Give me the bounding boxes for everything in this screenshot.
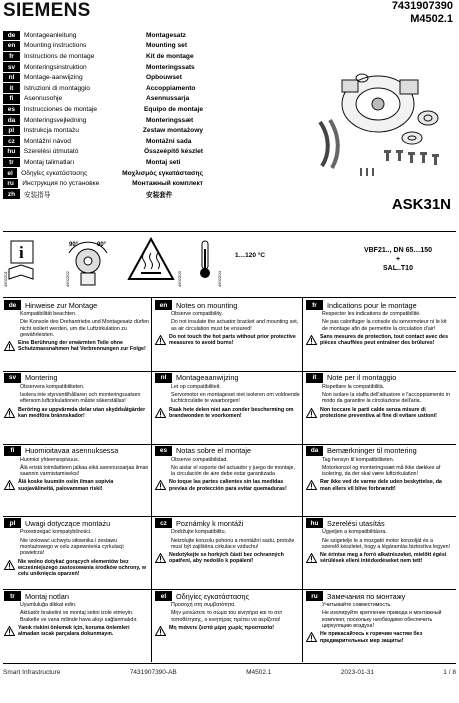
section-language-code: tr <box>4 591 21 601</box>
note-section-en <box>155 300 300 370</box>
warning-triangle-icon <box>306 408 317 418</box>
note-text: Ne szigetelje le a mozgató motor konzolját és a szerelő készletet, hogy a légáramlás biztosítva legyen! <box>322 537 451 550</box>
language-title: Montageanleitung <box>24 31 77 39</box>
section-title: Montageaanwijzing <box>176 373 239 383</box>
section-language-code: nl <box>155 373 172 383</box>
warning-triangle-icon <box>4 480 15 490</box>
section-language-code: cz <box>155 518 172 528</box>
language-set-name: Kit de montage <box>146 52 194 60</box>
note-text: Uyumluluğa dikkat edin. <box>20 602 77 609</box>
icon-code-1: 4502Z01 <box>3 271 8 287</box>
language-row <box>3 125 203 136</box>
language-title: Montage-aanwijzing <box>24 74 83 82</box>
section-title: Montaj notları <box>25 591 70 601</box>
note-section-es <box>155 446 300 516</box>
product-name: ASK31N <box>391 196 451 213</box>
row-divider <box>3 516 456 517</box>
note-text: Rispettare la compatibilità. <box>322 383 385 390</box>
doc-number-main: 7431907390 <box>391 0 453 12</box>
language-row <box>3 136 203 147</box>
language-row <box>3 168 203 179</box>
section-language-code: el <box>155 591 172 601</box>
row-divider <box>3 371 456 372</box>
note-section-nl <box>155 373 300 443</box>
warning-text: Rør ikke ved de varme dele uden beskyttelse, da man ellers vil blive forbrændt! <box>320 479 442 492</box>
doc-number-sub: M4502.1 <box>410 13 453 25</box>
section-title: Poznámky k montáži <box>176 518 244 528</box>
note-section-cz <box>155 518 300 588</box>
warning-triangle-icon <box>306 335 317 345</box>
column-divider <box>302 444 303 517</box>
icon-code-3: 4502Z03 <box>177 271 182 287</box>
language-title: Montaj talimatları <box>24 158 75 166</box>
language-row <box>3 72 203 83</box>
language-row <box>3 104 203 115</box>
note-text: Do not insulate the actuator bracket and mounting set, as air circulation must be ensured! <box>171 319 299 332</box>
note-section-hu <box>306 518 451 588</box>
language-title: Montážní návod <box>24 137 71 145</box>
warning-triangle-icon <box>306 480 317 490</box>
warning-triangle-icon <box>4 341 15 351</box>
angle-right-label: 90° <box>97 242 107 248</box>
language-set-name: Asennussarja <box>146 95 190 103</box>
language-code: it <box>3 83 20 93</box>
note-section-el <box>155 591 300 661</box>
language-title: Istruzioni di montaggio <box>24 84 90 92</box>
section-title: Indications pour le montage <box>327 300 417 310</box>
language-row <box>3 30 203 41</box>
warning-triangle-icon <box>4 408 15 418</box>
note-section-it <box>306 373 451 443</box>
note-text: No aislar el soporte del actuador y juego de montaje, la circulación de aire debe estar garantizada <box>171 464 295 478</box>
section-language-code: ru <box>306 591 323 601</box>
language-row <box>3 51 203 62</box>
language-code: fi <box>3 94 20 104</box>
language-row <box>3 178 203 189</box>
language-code: cz <box>3 136 20 146</box>
column-divider <box>151 298 152 371</box>
note-text: Servomotor en montageset niet isoleren om voldoende luchtcirculatie te waarborgen! <box>171 392 300 405</box>
valve-line-2: SAL..T10 <box>383 265 413 272</box>
note-text: Let op compatibiliteit. <box>171 383 221 390</box>
footer <box>3 669 456 676</box>
language-set-name: Opbouwset <box>146 74 182 82</box>
note-section-fi <box>4 446 149 516</box>
section-title: Notes on mounting <box>176 300 238 310</box>
divider-top <box>3 231 456 232</box>
warning-triangle-icon <box>155 553 166 563</box>
warning-triangle-icon <box>306 553 317 563</box>
column-divider <box>302 298 303 371</box>
language-set-name: Montážní sada <box>146 137 192 145</box>
warning-text: Nie wolno dotykać gorących elementów bez wcześniejszego zastosowania środków ochrony, w celu uniknięcia oparzeń! <box>18 558 146 577</box>
language-title: Οδηγίες εγκατάστασης <box>21 169 88 177</box>
note-text: Isolera inte styrventilhållaren och monteringssatsen eftersom luftcirkulationen måste säkerställas! <box>20 392 141 405</box>
language-title: Monteringsvejledning <box>24 116 87 124</box>
footer-page: 1 / 8 <box>443 669 456 676</box>
note-section-tr <box>4 591 149 661</box>
language-set-name: Μοχλισμός εγκατάστασης <box>122 169 203 177</box>
hot-surface-warning-icon <box>129 239 173 279</box>
note-text: Μην μονώσετε το σώμα του κινητήρα και το σετ τοποθέτησης, ο κινητήρας πρέπει να αερίζεται! <box>171 610 283 623</box>
language-row <box>3 157 203 168</box>
svg-text:i: i <box>19 243 24 262</box>
note-text: Respecter les indications de compatibilité. <box>322 311 421 317</box>
section-language-code: it <box>306 373 323 383</box>
note-text: Tag hensyn til kompatibiliteten. <box>322 456 395 463</box>
section-language-code: pl <box>4 518 21 528</box>
language-title: 安装指导 <box>24 192 51 200</box>
language-set-name: Összeépítő készlet <box>143 148 203 156</box>
warning-text: Не прикасайтесь к горячим частям без предварительных мер защиты! <box>320 631 423 644</box>
warning-triangle-icon <box>4 560 15 570</box>
language-title: Asennusohje <box>24 95 63 103</box>
section-language-code: hu <box>306 518 323 528</box>
note-text: Motorkonsol og monteringssæt må ikke dækkes af isolering, da der skal være luftcirkulation! <box>322 464 441 478</box>
language-code: sv <box>3 62 20 72</box>
warning-triangle-icon <box>4 626 15 636</box>
language-set-name: Zestaw montażowy <box>142 127 203 135</box>
rotation-angle-icon <box>69 242 107 285</box>
icon-code-2: 4502Z02 <box>65 271 70 287</box>
document-number <box>392 0 453 26</box>
section-title: Szerelési utasítás <box>327 518 385 528</box>
note-text: Προσοχή στη συμβατότητα. <box>171 602 236 609</box>
language-set-name: Montagesatz <box>146 31 186 39</box>
language-code: zh <box>3 189 20 199</box>
language-set-name: Mounting set <box>146 42 188 50</box>
warning-text: Do not touch the hot parts without prior protective measures to avoid burns! <box>169 333 296 347</box>
language-code: el <box>3 168 17 178</box>
angle-left-label: 90° <box>69 242 79 248</box>
language-title: Instructions de montage <box>24 52 95 60</box>
language-code: de <box>3 31 20 41</box>
note-text: Przestrzegać kompatybilności. <box>20 529 92 536</box>
language-code: da <box>3 115 20 125</box>
section-language-code: fr <box>306 300 323 310</box>
note-section-da <box>306 446 451 516</box>
note-text: Ne pas calorifuger la console du servomoteur ni le kit de montage afin de permettre la circulation d'air! <box>322 319 447 332</box>
note-text: Dodržujte kompatibilitu. <box>171 529 227 536</box>
note-text: Observe compatibilidad. <box>171 456 228 463</box>
language-set-name: Equipo de montaje <box>144 105 203 113</box>
note-section-pl <box>4 518 149 588</box>
note-text: Die Konsole des Drehantriebs und Montagesatz dürfen nicht isoliert werden, um die Luftzirkulation zu gewährleisten. <box>20 319 149 338</box>
language-title: Инструкция по установке <box>22 180 100 188</box>
column-divider <box>151 589 152 662</box>
info-book-icon <box>9 241 33 279</box>
section-title: Notas sobre el montaje <box>176 446 252 456</box>
warning-text: Non toccare le parti calde senza misure di protezione preventiva al fine di evitare ustioni! <box>320 406 437 419</box>
note-section-ru <box>306 591 451 661</box>
warning-triangle-icon <box>306 632 317 642</box>
section-title: Οδηγίες εγκατάστασης <box>176 591 250 601</box>
language-row <box>3 83 203 94</box>
language-title-list <box>3 30 203 200</box>
language-set-name: Montaj seti <box>146 158 181 166</box>
note-text: Kompatibilität beachten. <box>20 311 77 317</box>
warning-text: Nedotýkejte se horkých částí bez ochranných opatření, aby nedošlo k popálení! <box>169 552 284 565</box>
section-language-code: da <box>306 446 323 456</box>
language-code: tr <box>3 158 20 168</box>
language-code: hu <box>3 147 20 157</box>
section-title: Bemærkninger til montering <box>327 446 417 456</box>
language-title: Szerelési útmutató <box>23 148 79 156</box>
warning-text: Yanık riskini önlemek için, koruma önlemleri almadan sıcak parçalara dokunmayın. <box>18 625 130 638</box>
language-title: Instrukcja montażu <box>23 127 79 135</box>
note-section-fr <box>306 300 451 370</box>
language-row <box>3 41 203 52</box>
warning-text: No toque las partes calientes sin las medidas previas de protección para evitar quemaduras! <box>169 479 287 492</box>
product-illustration <box>300 56 455 191</box>
warning-triangle-icon <box>155 408 166 418</box>
language-code: pl <box>3 126 20 136</box>
warning-text: Sans mesures de protection, tout contact avec des pièces chauffées peut entraîner des brûlures! <box>320 333 449 347</box>
valve-line-1: VBF21.., DN 65…150 <box>363 247 433 254</box>
language-row <box>3 115 203 126</box>
language-row <box>3 189 203 200</box>
section-language-code: es <box>155 446 172 456</box>
section-title: Uwagi dotyczące montażu <box>25 518 111 528</box>
warning-text: Ne érintse meg a forró alkatrészeket, mielőtt égési sérülések elleni intézkedéseket nem tett! <box>320 552 447 565</box>
footer-date: 2023-01-31 <box>340 669 374 676</box>
note-text: Non isolare la staffa dell'attuatore e l'accoppiamento in modo da garantire la circolazione dell'aria. <box>322 392 450 405</box>
note-text: Observera kompatibiliteten. <box>20 383 85 390</box>
column-divider <box>151 444 152 517</box>
warning-text: Μη πιάνετε ζεστά μέρη χωρίς προστασία! <box>169 625 275 632</box>
section-language-code: fi <box>4 446 21 456</box>
note-text: Neizolujte konzolu pohonu a montážní sadu, protože musí být zajištěna cirkulace vzduchu! <box>171 537 295 550</box>
note-text: Observe compatibility. <box>171 311 223 317</box>
warning-triangle-icon <box>155 335 166 345</box>
warning-text: Raak hete delen niet aan zonder bescherming om brandwonden te voorkomen! <box>169 406 294 419</box>
column-divider <box>302 371 303 444</box>
footer-company: Smart Infrastructure <box>3 669 61 676</box>
language-code: fr <box>3 52 20 62</box>
section-title: Замечания по монтажу <box>327 591 406 601</box>
note-text: Aktüatör braketini ve montaj setini izole etmeyin. Braketle ve vana milinde hava akışı sağlanmalıdır. <box>20 610 138 623</box>
note-text: Учитывайте совместимость. <box>322 602 392 609</box>
row-divider <box>3 589 456 590</box>
language-code: en <box>3 41 20 51</box>
language-set-name: Accoppiamento <box>146 84 196 92</box>
section-language-code: sv <box>4 373 21 383</box>
column-divider <box>151 516 152 589</box>
icon-code-4: 4502Z04 <box>217 271 222 287</box>
warning-triangle-icon <box>155 626 166 636</box>
note-text: Ügyeljen a kompatibilitásra. <box>322 529 387 536</box>
language-code: es <box>3 105 20 115</box>
footer-model: M4502.1 <box>246 669 272 676</box>
valve-compatibility <box>343 246 453 273</box>
column-divider <box>302 589 303 662</box>
note-text: Älä eristä toimilaitteen jalkaa eikä asennussarjaa ilman saannin varmistamiseksi! <box>20 464 149 478</box>
warning-text: Beröring av uppvärmda delar utan skyddsåtgärder kan medföra brännskador! <box>18 406 146 419</box>
warning-text: Eine Berührung der erwärmten Teile ohne Schutzmassnahmen hat Verbrennungen zur Folge! <box>18 340 146 353</box>
section-language-code: en <box>155 300 172 310</box>
section-title: Huomioitavaa asennuksessa <box>25 446 119 456</box>
section-language-code: de <box>4 300 21 310</box>
column-divider <box>302 516 303 589</box>
note-text: Huomioi yhteensopivuus. <box>20 456 80 463</box>
section-title: Note per il montaggio <box>327 373 397 383</box>
language-title: Monteringsinstruktion <box>24 63 87 71</box>
notes-grid <box>3 297 456 661</box>
note-section-de <box>4 300 149 370</box>
section-title: Hinweise zur Montage <box>25 300 98 310</box>
note-section-sv <box>4 373 149 443</box>
thermometer-icon <box>200 241 210 278</box>
section-title: Montering <box>25 373 58 383</box>
footer-doc: 7431907390-AB <box>129 669 177 676</box>
language-row <box>3 147 203 158</box>
column-divider <box>151 371 152 444</box>
valve-plus: + <box>395 256 401 263</box>
temperature-range: 1…120 °C <box>235 252 266 259</box>
language-set-name: 安装套件 <box>146 192 173 200</box>
note-text: Не изолируйте крепление привода и монтажный комплект, поскольку необходимо обеспечить циркуляцию воздуха! <box>322 610 442 630</box>
language-title: Instrucciones de montaje <box>23 105 98 113</box>
divider-bottom <box>3 663 456 664</box>
warning-triangle-icon <box>155 480 166 490</box>
language-set-name: Монтажный комплект <box>132 180 203 188</box>
language-set-name: Monteringssæt <box>146 116 194 124</box>
siemens-logo: SIEMENS <box>3 0 91 21</box>
note-text: Nie izolować uchwytu siłownika i zestawu montażowego w celu zapewnienia cyrkulacji powietrza! <box>20 537 124 557</box>
language-row <box>3 62 203 73</box>
language-title: Mounting instructions <box>24 42 87 50</box>
language-set-name: Monteringssats <box>146 63 195 71</box>
warning-text: Älä koske kuumiin osiin ilman sopivia suojavälineitä, palovamman riski! <box>18 479 114 492</box>
row-divider <box>3 444 456 445</box>
language-code: nl <box>3 73 20 83</box>
language-code: ru <box>3 179 18 189</box>
language-row <box>3 94 203 105</box>
